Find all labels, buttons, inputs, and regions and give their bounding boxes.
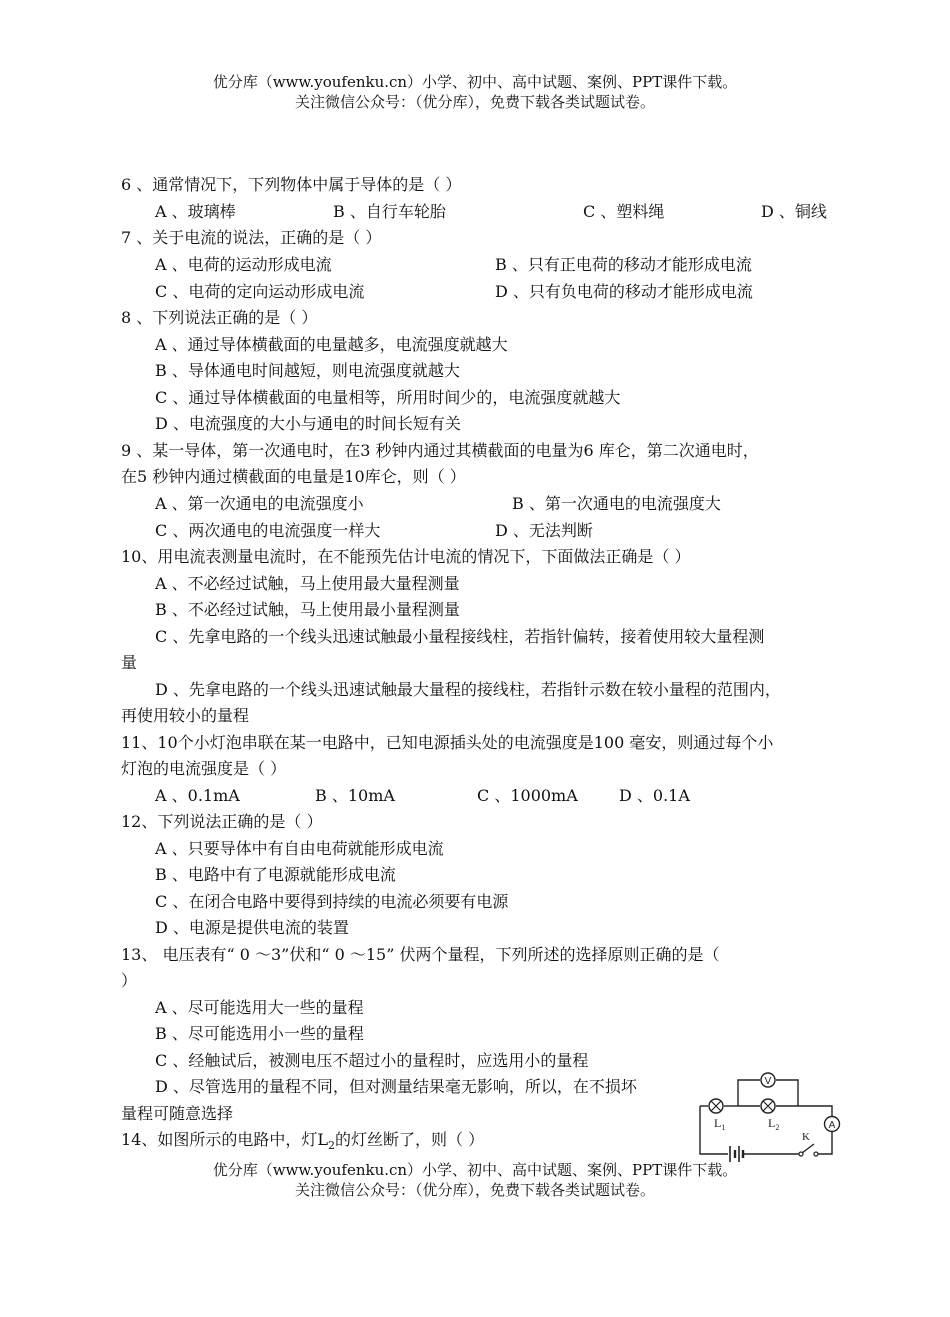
q13-option-d-line1: D 、尽管选用的量程不同，但对测量结果毫无影响，所以，在不损坏 (155, 1077, 637, 1096)
q9-options-row2 (155, 520, 835, 542)
ammeter-label: A (828, 1120, 836, 1131)
voltmeter-icon (761, 1073, 775, 1087)
q12-stem: 12、下列说法正确的是（ ） (121, 812, 323, 831)
q6-options (155, 201, 845, 223)
q13-option-c: C 、经触试后，被测电压不超过小的量程时，应选用小的量程 (155, 1051, 589, 1070)
q8-option-c: C 、通过导体横截面的电量相等，所用时间少的，电流强度就越大 (155, 388, 621, 407)
q13-stem-line1: 13、 电压表有“ 0 ～3”伏和“ 0 ～15” 伏两个量程，下列所述的选择原则正确的是（ (121, 945, 720, 964)
lamp-l2-label: $L_2$ (768, 1116, 780, 1132)
q9-option-b: B 、第一次通电的电流强度大 (512, 494, 721, 513)
q12-option-d: D 、电源是提供电流的装置 (155, 918, 349, 937)
q9-option-a: A 、第一次通电的电流强度小 (155, 494, 364, 513)
lamp-l2-icon (761, 1099, 775, 1113)
q11-option-b: B 、10mA (315, 786, 395, 805)
q9-options-row1 (155, 493, 835, 515)
q9-option-d: D 、无法判断 (495, 521, 593, 540)
switch-label: K (802, 1131, 810, 1143)
q10-option-c-line2: 量 (121, 653, 138, 672)
switch-icon (799, 1131, 818, 1156)
q14-stem-post: 的灯丝断了，则（ ） (335, 1130, 485, 1149)
q11-options (155, 785, 715, 807)
q9-stem-line2: 在5 秒钟内通过横截面的电量是10库仑，则（ ） (121, 467, 466, 486)
q6-option-d: D 、铜线 (761, 202, 827, 221)
q13-stem-line2: ） (121, 971, 138, 990)
page-footer-line2: 关注微信公众号：（优分库），免费下载各类试题试卷。 (294, 1181, 655, 1199)
q13-option-a: A 、尽可能选用大一些的量程 (155, 998, 364, 1017)
q13-option-d-line2: 量程可随意选择 (121, 1104, 234, 1123)
q9-stem-line1: 9 、某一导体，第一次通电时，在3 秒钟内通过其横截面的电量为6 库仑，第二次通电时， (121, 441, 759, 460)
page-footer-line1: 优分库（www.youfenku.cn）小学、初中、高中试题、案例、PPT课件下载。 (212, 1161, 738, 1179)
q9-option-c: C 、两次通电的电流强度一样大 (155, 521, 381, 540)
q7-option-c: C 、电荷的定向运动形成电流 (155, 282, 365, 301)
q6-option-b: B 、自行车轮胎 (333, 202, 446, 221)
q8-option-b: B 、导体通电时间越短，则电流强度就越大 (155, 361, 460, 380)
q11-option-d: D 、0.1A (619, 786, 690, 805)
lamp-l1-icon (709, 1099, 723, 1113)
q11-stem-line2: 灯泡的电流强度是（ ） (121, 759, 287, 778)
q10-option-d-line2: 再使用较小的量程 (121, 706, 250, 725)
q6-option-a: A 、玻璃棒 (155, 202, 236, 221)
q6-option-c: C 、塑料绳 (583, 202, 665, 221)
q7-option-d: D 、只有负电荷的移动才能形成电流 (495, 282, 753, 301)
q12-option-a: A 、只要导体中有自由电荷就能形成电流 (155, 839, 444, 858)
q7-option-b: B 、只有正电荷的移动才能形成电流 (495, 255, 752, 274)
q8-option-d: D 、电流强度的大小与通电的时间长短有关 (155, 414, 461, 433)
q12-option-b: B 、电路中有了电源就能形成电流 (155, 865, 396, 884)
lamp-l1-label: $L_1$ (714, 1116, 726, 1132)
q7-option-a: A 、电荷的运动形成电流 (155, 255, 332, 274)
q14-stem-pre: 14、如图所示的电路中，灯L (121, 1130, 328, 1149)
q11-stem-line1: 11、10个小灯泡串联在某一电路中，已知电源插头处的电流强度是100 毫安，则通过每个小 (121, 733, 774, 752)
q8-option-a: A 、通过导体横截面的电量越多，电流强度就越大 (155, 335, 508, 354)
q7-options-row2 (155, 281, 835, 303)
q7-options-row1 (155, 254, 835, 276)
q7-stem: 7 、关于电流的说法，正确的是（ ） (121, 228, 382, 247)
q13-option-b: B 、尽可能选用小一些的量程 (155, 1024, 364, 1043)
q12-option-c: C 、在闭合电路中要得到持续的电流必须要有电源 (155, 892, 509, 911)
q10-option-b: B 、不必经过试触，马上使用最小量程测量 (155, 600, 460, 619)
q11-option-c: C 、1000mA (477, 786, 578, 805)
page-header-line2: 关注微信公众号：（优分库），免费下载各类试题试卷。 (294, 93, 655, 111)
q10-option-c-line1: C 、先拿电路的一个线头迅速试触最小量程接线柱，若指针偏转，接着使用较大量程测 (155, 627, 765, 646)
q14-stem-subscript: 2 (328, 1139, 335, 1153)
q10-option-a: A 、不必经过试触，马上使用最大量程测量 (155, 574, 460, 593)
q11-option-a: A 、0.1mA (155, 786, 240, 805)
ammeter-icon (825, 1117, 840, 1132)
circuit-diagram (690, 1070, 842, 1162)
q10-option-d-line1: D 、先拿电路的一个线头迅速试触最大量程的接线柱，若指针示数在较小量程的范围内， (155, 680, 781, 699)
page-header-line1: 优分库（www.youfenku.cn）小学、初中、高中试题、案例、PPT课件下载。 (212, 73, 738, 91)
q6-stem: 6 、通常情况下，下列物体中属于导体的是（ ） (121, 175, 462, 194)
voltmeter-label: V (764, 1076, 772, 1087)
q8-stem: 8 、下列说法正确的是（ ） (121, 308, 318, 327)
q10-stem: 10、用电流表测量电流时，在不能预先估计电流的情况下，下面做法正确是（ ） (121, 547, 691, 566)
q14-stem (121, 1129, 484, 1157)
